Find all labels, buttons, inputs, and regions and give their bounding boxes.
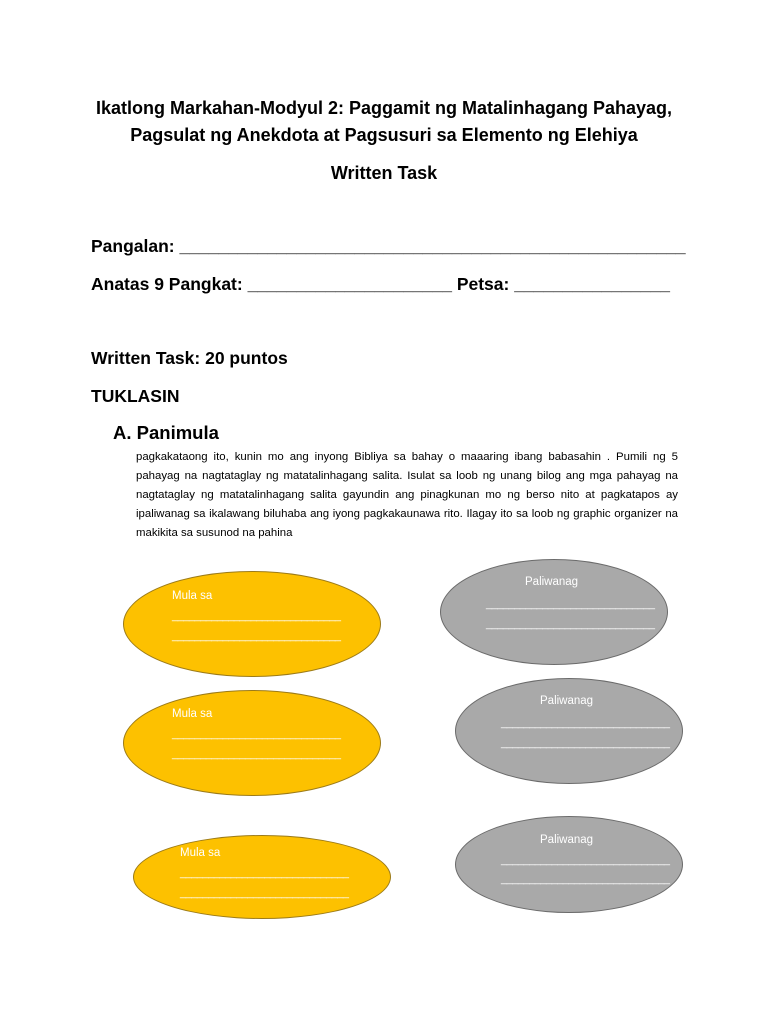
explain-label: Paliwanag (540, 834, 594, 846)
source-blank-line: ______________________________ (172, 748, 341, 760)
source-blank-line: ______________________________ (172, 630, 341, 642)
grade-date-row: Anatas 9 Pangkat: _____________________ Petsa: ________________ (91, 274, 670, 294)
explain-blank-line: ______________________________ (486, 618, 655, 630)
source-blank-line: ______________________________ (180, 867, 349, 879)
explain-blank-line: ______________________________ (501, 737, 670, 749)
name-field-row: Pangalan: ____________________________________________________ (91, 236, 686, 256)
source-oval-3 (133, 835, 391, 919)
explain-blank-line: ______________________________ (501, 854, 670, 866)
explain-label: Paliwanag (525, 576, 579, 588)
source-blank-line: ______________________________ (180, 887, 349, 899)
source-label: Mula sa (180, 847, 221, 859)
source-label: Mula sa (172, 590, 213, 602)
source-oval-1 (123, 571, 381, 677)
explain-label: Paliwanag (540, 695, 594, 707)
source-oval-2 (123, 690, 381, 796)
instructions-paragraph: pagkakataong ito, kunin mo ang inyong Bibliya sa bahay o maaaring ibang babasahin . Pumili ng 5 pahayag na nagtataglay ng matatalinhagang salita. Isulat sa loob ng unang bilog ang mga pahayag na nagtataglay ng matatalinhagang salita gayundin ang pinagkunan mo ng berso nito at pagkatapos ay ipaliwanag sa ikalawang biluhaba ang iyong pagkakaunawa rito. Ilagay ito sa loob ng graphic organizer na makikita sa susunod na pahina (136, 451, 678, 539)
explain-oval-3 (455, 816, 683, 913)
explain-oval-2 (455, 678, 683, 784)
section-heading: TUKLASIN (91, 386, 180, 406)
source-blank-line: ______________________________ (172, 728, 341, 740)
source-blank-line: ______________________________ (172, 610, 341, 622)
title-line-2: Pagsulat ng Anekdota at Pagsusuri sa Elemento ng Elehiya (130, 125, 638, 145)
subsection-heading: A. Panimula (113, 422, 219, 443)
subtitle: Written Task (330, 163, 438, 183)
title-line-1: Ikatlong Markahan-Modyul 2: Paggamit ng Matalinhagang Pahayag, (95, 98, 673, 118)
source-label: Mula sa (172, 708, 213, 720)
explain-blank-line: ______________________________ (501, 873, 670, 885)
task-points: Written Task: 20 puntos (91, 348, 288, 368)
explain-blank-line: ______________________________ (501, 717, 670, 729)
explain-blank-line: ______________________________ (486, 598, 655, 610)
explain-oval-1 (440, 559, 668, 665)
